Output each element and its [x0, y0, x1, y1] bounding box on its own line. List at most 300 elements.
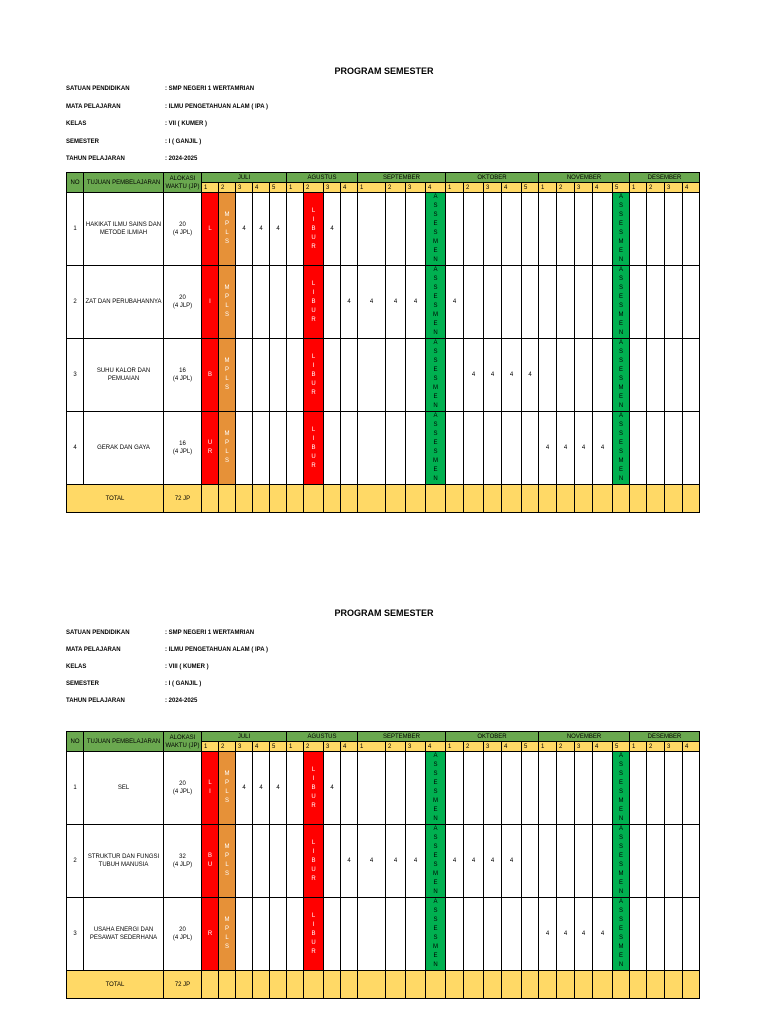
month-header: JULI — [202, 173, 287, 183]
vertical-letter: S — [433, 862, 438, 868]
total-week-cell — [557, 971, 575, 999]
vertical-letter: N — [433, 476, 438, 482]
vertical-letter: S — [224, 458, 229, 464]
vertical-letter: S — [433, 285, 438, 291]
week-cell — [522, 412, 539, 485]
alokasi-jpl: (4 JPL) — [172, 789, 193, 795]
row-no: 3 — [67, 339, 84, 412]
week-cell — [464, 752, 484, 825]
week-cell — [406, 339, 426, 412]
week-cell: 4 — [358, 266, 386, 339]
month-header: SEPTEMBER — [358, 173, 446, 183]
vertical-letter: U — [207, 862, 213, 868]
week-cell — [593, 825, 613, 898]
week-cell — [683, 339, 700, 412]
week-header: 1 — [446, 742, 464, 752]
vertical-letter: E — [618, 780, 623, 786]
header-tujuan: TUJUAN PEMBELAJARAN — [84, 173, 164, 193]
vertical-letter: B — [207, 371, 212, 378]
assesmen-letters — [426, 339, 445, 411]
vertical-letter: M — [618, 312, 624, 318]
week-header: 5 — [522, 742, 539, 752]
vertical-letter: S — [618, 449, 623, 455]
week-cell: 4 — [593, 412, 613, 485]
week-cell — [484, 412, 502, 485]
libur-letters — [202, 930, 218, 939]
total-week-cell — [446, 485, 464, 513]
vertical-letter: M — [224, 844, 230, 850]
week-header: 2 — [304, 742, 324, 752]
vertical-letter: E — [433, 321, 438, 327]
vertical-letter: E — [433, 440, 438, 446]
total-week-cell — [484, 971, 502, 999]
vertical-letter: B — [311, 298, 316, 305]
week-cell — [358, 412, 386, 485]
alokasi-jp: 16 — [179, 368, 186, 374]
libur-letters — [202, 779, 218, 797]
mpls-letters — [219, 430, 235, 466]
vertical-letter: L — [225, 376, 229, 382]
vertical-letter: S — [618, 835, 623, 841]
week-cell — [287, 898, 304, 971]
week-header: 3 — [665, 742, 683, 752]
assesmen-letters — [613, 266, 629, 338]
vertical-letter: N — [618, 889, 624, 895]
vertical-letter: S — [618, 862, 623, 868]
week-header: 4 — [683, 742, 700, 752]
assesmen-letters — [613, 752, 629, 824]
row-no: 3 — [67, 898, 84, 971]
week-cell — [270, 339, 287, 412]
week-header: 1 — [287, 183, 304, 193]
total-label: TOTAL — [67, 485, 164, 513]
week-cell — [236, 339, 253, 412]
meta-label: SATUAN PENDIDIKAN — [66, 630, 130, 636]
week-cell: 4 — [253, 193, 270, 266]
week-cell: 4 — [270, 752, 287, 825]
mpls-cell — [219, 825, 236, 898]
week-cell — [406, 898, 426, 971]
meta-value: : ILMU PENGETAHUAN ALAM ( IPA ) — [165, 103, 268, 110]
vertical-letter: M — [224, 917, 230, 923]
total-week-cell — [287, 971, 304, 999]
week-cell: 4 — [502, 825, 522, 898]
total-week-cell — [426, 485, 446, 513]
week-cell — [683, 193, 700, 266]
vertical-letter: S — [618, 908, 623, 914]
week-cell — [386, 412, 406, 485]
libur-letters — [202, 225, 218, 234]
week-cell — [358, 898, 386, 971]
alokasi-jp: 20 — [179, 781, 186, 787]
total-week-cell — [219, 485, 236, 513]
week-header: 4 — [593, 183, 613, 193]
week-cell — [287, 412, 304, 485]
week-cell: 4 — [539, 412, 557, 485]
week-cell: 4 — [446, 825, 464, 898]
vertical-letter: E — [618, 394, 623, 400]
vertical-letter: E — [433, 880, 438, 886]
week-cell — [464, 898, 484, 971]
row-tujuan: STRUKTUR DAN FUNGSI TUBUH MANUSIA — [84, 825, 164, 898]
total-week-cell — [665, 971, 683, 999]
week-cell — [341, 898, 358, 971]
vertical-letter: E — [618, 926, 623, 932]
vertical-letter: A — [433, 753, 438, 759]
total-week-cell — [613, 485, 630, 513]
week-header: 2 — [219, 183, 236, 193]
week-cell — [683, 266, 700, 339]
week-cell — [386, 752, 406, 825]
vertical-letter: N — [618, 816, 624, 822]
vertical-letter: S — [618, 349, 623, 355]
week-cell: 4 — [358, 825, 386, 898]
libur-cell — [304, 825, 324, 898]
assesmen-cell — [426, 412, 446, 485]
vertical-letter: S — [618, 762, 623, 768]
week-cell — [446, 193, 464, 266]
vertical-letter: R — [311, 462, 316, 469]
meta-label: MATA PELAJARAN — [66, 647, 121, 653]
total-week-cell — [557, 485, 575, 513]
vertical-letter: S — [433, 771, 438, 777]
vertical-letter: B — [207, 853, 212, 859]
row-tujuan: SUHU KALOR DAN PEMUAIAN — [84, 339, 164, 412]
vertical-letter: E — [618, 321, 623, 327]
vertical-letter: L — [311, 839, 316, 846]
total-week-cell — [324, 485, 341, 513]
week-cell — [665, 898, 683, 971]
assesmen-letters — [613, 339, 629, 411]
mpls-letters — [219, 357, 235, 393]
vertical-letter: I — [312, 921, 315, 928]
total-week-cell — [539, 971, 557, 999]
vertical-letter: N — [433, 889, 438, 895]
week-cell — [484, 266, 502, 339]
week-cell — [575, 339, 593, 412]
vertical-letter: S — [618, 431, 623, 437]
vertical-letter: R — [207, 449, 213, 455]
row-no: 1 — [67, 193, 84, 266]
vertical-letter: I — [312, 435, 315, 442]
alokasi-jpl: (4 JLP) — [172, 303, 193, 309]
week-header: 1 — [202, 742, 219, 752]
vertical-letter: M — [618, 458, 624, 464]
total-value: 72 JP — [164, 485, 202, 513]
week-header: 4 — [502, 742, 522, 752]
week-cell: 4 — [406, 266, 426, 339]
row-tujuan: SEL — [84, 752, 164, 825]
month-header: DESEMBER — [630, 732, 700, 742]
meta-label: TAHUN PELAJARAN — [66, 698, 125, 704]
vertical-letter: S — [433, 230, 438, 236]
vertical-letter: E — [433, 953, 438, 959]
vertical-letter: N — [433, 257, 438, 263]
total-week-cell — [324, 971, 341, 999]
week-cell: 4 — [575, 412, 593, 485]
week-cell — [253, 825, 270, 898]
week-cell — [406, 193, 426, 266]
week-header: 4 — [426, 742, 446, 752]
vertical-letter: A — [618, 899, 623, 905]
table-row — [67, 898, 700, 971]
row-alokasi — [164, 339, 202, 412]
assesmen-letters — [426, 898, 445, 970]
meta-value: : 2024-2025 — [165, 698, 198, 704]
total-week-cell — [202, 971, 219, 999]
week-cell: 4 — [253, 752, 270, 825]
week-header: 3 — [484, 183, 502, 193]
week-cell — [665, 193, 683, 266]
vertical-letter: S — [433, 431, 438, 437]
assesmen-cell — [426, 193, 446, 266]
week-header: 3 — [665, 183, 683, 193]
vertical-letter: S — [433, 422, 438, 428]
vertical-letter: U — [311, 307, 316, 314]
vertical-letter: S — [433, 376, 438, 382]
week-cell — [446, 752, 464, 825]
vertical-letter: M — [433, 312, 438, 318]
meta-value: : VII ( KUMER ) — [165, 121, 207, 127]
vertical-letter: L — [225, 862, 229, 868]
week-cell: 4 — [324, 752, 341, 825]
vertical-letter: S — [224, 798, 229, 804]
total-week-cell — [593, 485, 613, 513]
vertical-letter: M — [224, 431, 230, 437]
week-cell — [647, 898, 665, 971]
week-cell: 4 — [484, 825, 502, 898]
mpls-letters — [219, 284, 235, 320]
table-row — [67, 412, 700, 485]
mpls-letters — [219, 211, 235, 247]
meta-value: : SMP NEGERI 1 WERTAMRIAN — [165, 86, 255, 92]
total-week-cell — [647, 485, 665, 513]
week-cell — [539, 752, 557, 825]
libur-cell — [304, 898, 324, 971]
week-cell — [446, 898, 464, 971]
week-cell — [557, 266, 575, 339]
total-week-cell — [502, 971, 522, 999]
week-header: 4 — [426, 183, 446, 193]
alokasi-jpl: (4 JPL) — [172, 449, 193, 455]
meta-label: MATA PELAJARAN — [66, 103, 121, 110]
vertical-letter: P — [224, 780, 229, 786]
vertical-letter: S — [224, 239, 229, 245]
libur-cell — [202, 752, 219, 825]
vertical-letter: E — [618, 467, 623, 473]
vertical-letter: R — [311, 875, 316, 882]
week-cell — [287, 825, 304, 898]
week-cell — [522, 266, 539, 339]
vertical-letter: L — [311, 766, 316, 773]
total-week-cell — [647, 971, 665, 999]
week-cell: 4 — [270, 193, 287, 266]
assesmen-cell — [613, 825, 630, 898]
vertical-letter: B — [311, 225, 316, 232]
mpls-cell — [219, 266, 236, 339]
libur-cell — [304, 266, 324, 339]
vertical-letter: E — [433, 807, 438, 813]
alokasi-jpl: (4 JPL) — [172, 376, 193, 382]
vertical-letter: S — [224, 871, 229, 877]
week-header: 5 — [613, 742, 630, 752]
week-header: 2 — [386, 183, 406, 193]
row-tujuan: ZAT DAN PERUBAHANNYA — [84, 266, 164, 339]
vertical-letter: S — [433, 203, 438, 209]
week-cell: 4 — [324, 193, 341, 266]
meta-label: KELAS — [66, 121, 87, 127]
week-cell — [647, 193, 665, 266]
month-header: DESEMBER — [630, 173, 700, 183]
week-cell: 4 — [446, 266, 464, 339]
week-cell — [324, 266, 341, 339]
week-cell — [647, 339, 665, 412]
total-week-cell — [304, 485, 324, 513]
vertical-letter: U — [311, 866, 316, 873]
row-alokasi — [164, 412, 202, 485]
week-cell — [253, 266, 270, 339]
week-header: 5 — [613, 183, 630, 193]
vertical-letter: U — [311, 453, 316, 460]
vertical-letter: E — [433, 780, 438, 786]
mpls-letters — [219, 770, 235, 806]
vertical-letter: B — [311, 930, 316, 937]
vertical-letter: S — [618, 422, 623, 428]
total-row — [67, 485, 700, 513]
libur-cell — [202, 266, 219, 339]
week-cell: 4 — [557, 412, 575, 485]
week-cell — [406, 412, 426, 485]
alokasi-jpl: (4 JLP) — [172, 862, 193, 868]
week-header: 5 — [522, 183, 539, 193]
assesmen-letters — [426, 412, 445, 484]
week-cell — [358, 339, 386, 412]
vertical-letter: E — [433, 367, 438, 373]
vertical-letter: L — [311, 426, 316, 433]
week-header: 1 — [202, 183, 219, 193]
libur-letters — [304, 426, 323, 471]
meta-label: SATUAN PENDIDIKAN — [66, 86, 130, 92]
vertical-letter: E — [433, 926, 438, 932]
vertical-letter: A — [618, 753, 623, 759]
table-row — [67, 339, 700, 412]
vertical-letter: I — [209, 298, 211, 305]
total-week-cell — [426, 971, 446, 999]
total-week-cell — [406, 485, 426, 513]
libur-cell — [304, 412, 324, 485]
total-label: TOTAL — [67, 971, 164, 999]
week-cell — [683, 752, 700, 825]
week-cell: 4 — [593, 898, 613, 971]
total-week-cell — [683, 485, 700, 513]
vertical-letter: P — [224, 221, 229, 227]
vertical-letter: S — [433, 449, 438, 455]
total-week-cell — [502, 485, 522, 513]
mpls-cell — [219, 339, 236, 412]
week-cell — [665, 825, 683, 898]
week-cell — [406, 752, 426, 825]
vertical-letter: A — [433, 413, 438, 419]
header-tujuan: TUJUAN PEMBELAJARAN — [84, 732, 164, 752]
vertical-letter: U — [311, 380, 316, 387]
vertical-letter: M — [433, 798, 438, 804]
assesmen-letters — [613, 412, 629, 484]
vertical-letter: N — [433, 330, 438, 336]
vertical-letter: E — [433, 467, 438, 473]
total-week-cell — [236, 971, 253, 999]
total-week-cell — [683, 971, 700, 999]
week-header: 2 — [557, 183, 575, 193]
total-week-cell — [575, 485, 593, 513]
vertical-letter: L — [225, 230, 229, 236]
week-header: 1 — [287, 742, 304, 752]
total-week-cell — [464, 485, 484, 513]
row-alokasi — [164, 193, 202, 266]
vertical-letter: L — [225, 303, 229, 309]
week-cell — [324, 412, 341, 485]
week-cell — [341, 752, 358, 825]
vertical-letter: S — [433, 762, 438, 768]
row-no: 1 — [67, 752, 84, 825]
week-header: 1 — [539, 742, 557, 752]
header-row-months — [67, 173, 700, 183]
vertical-letter: P — [224, 926, 229, 932]
week-header: 4 — [341, 183, 358, 193]
vertical-letter: I — [312, 848, 315, 855]
assesmen-cell — [426, 266, 446, 339]
vertical-letter: N — [618, 257, 624, 263]
week-cell — [593, 339, 613, 412]
week-cell — [575, 825, 593, 898]
vertical-letter: S — [433, 358, 438, 364]
week-cell — [341, 412, 358, 485]
vertical-letter: S — [618, 771, 623, 777]
week-cell — [386, 193, 406, 266]
week-header: 2 — [647, 742, 665, 752]
month-header: NOVEMBER — [539, 173, 630, 183]
assesmen-cell — [613, 339, 630, 412]
libur-letters — [202, 852, 218, 870]
vertical-letter: S — [224, 312, 229, 318]
week-header: 3 — [324, 742, 341, 752]
document-title: PROGRAM SEMESTER — [334, 66, 434, 76]
week-cell — [539, 266, 557, 339]
vertical-letter: M — [433, 239, 438, 245]
libur-letters — [202, 439, 218, 457]
week-cell: 4 — [341, 825, 358, 898]
vertical-letter: L — [311, 353, 316, 360]
total-week-cell — [464, 971, 484, 999]
total-week-cell — [593, 971, 613, 999]
vertical-letter: M — [433, 458, 438, 464]
month-header: AGUSTUS — [287, 173, 358, 183]
week-header: 1 — [630, 742, 647, 752]
vertical-letter: M — [618, 944, 624, 950]
week-cell — [324, 339, 341, 412]
assesmen-cell — [426, 898, 446, 971]
vertical-letter: B — [311, 371, 316, 378]
total-week-cell — [665, 485, 683, 513]
week-header: 3 — [324, 183, 341, 193]
alokasi-jp: 16 — [179, 441, 186, 447]
vertical-letter: A — [618, 194, 623, 200]
vertical-letter: A — [433, 899, 438, 905]
vertical-letter: P — [224, 294, 229, 300]
week-cell — [287, 266, 304, 339]
total-week-cell — [484, 485, 502, 513]
week-cell — [287, 339, 304, 412]
week-cell — [464, 266, 484, 339]
